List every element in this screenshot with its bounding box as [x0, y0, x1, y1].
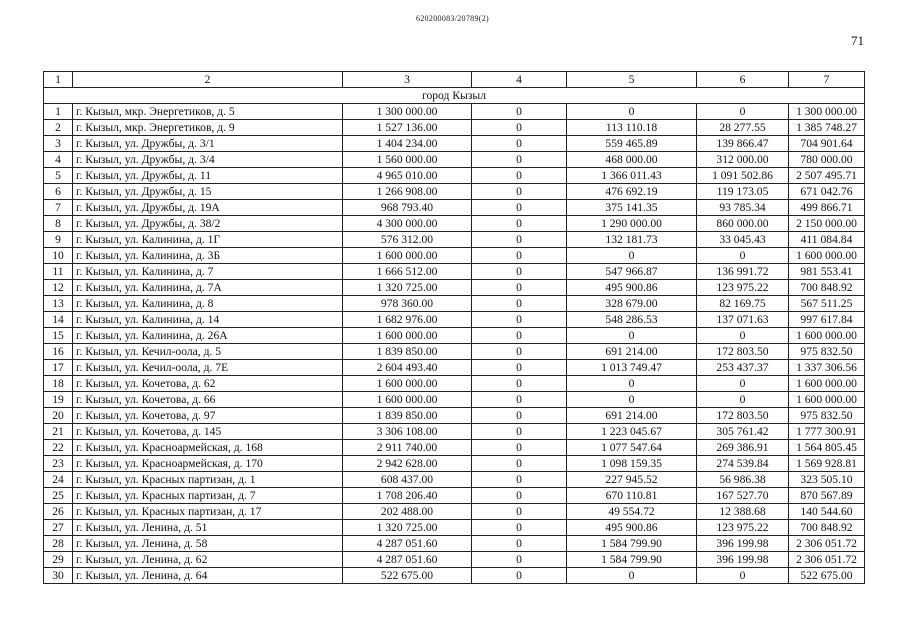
cell-amount-col5: 559 465.89: [567, 136, 697, 152]
cell-amount-col7: 2 306 051.72: [789, 536, 865, 552]
header-col-1: 1: [44, 72, 73, 88]
header-row: [44, 72, 865, 88]
cell-amount-col7: 1 600 000.00: [789, 248, 865, 264]
cell-address: г. Кызыл, ул. Красноармейская, д. 168: [73, 440, 343, 456]
cell-row-number: 19: [44, 392, 73, 408]
cell-amount-col5: 0: [567, 248, 697, 264]
cell-amount-col6: 0: [697, 104, 789, 120]
cell-amount-col6: 172 803.50: [697, 344, 789, 360]
cell-amount-col4: 0: [472, 504, 567, 520]
cell-amount-col5: 0: [567, 328, 697, 344]
cell-amount-total: 968 793.40: [343, 200, 472, 216]
cell-amount-total: 3 306 108.00: [343, 424, 472, 440]
table-row: [44, 104, 865, 120]
cell-amount-col5: 495 900.86: [567, 520, 697, 536]
cell-address: г. Кызыл, ул. Красноармейская, д. 170: [73, 456, 343, 472]
cell-address: г. Кызыл, ул. Кочетова, д. 145: [73, 424, 343, 440]
table-row: [44, 408, 865, 424]
cell-amount-col5: 670 110.81: [567, 488, 697, 504]
cell-amount-col5: 691 214.00: [567, 344, 697, 360]
cell-amount-total: 2 604 493.40: [343, 360, 472, 376]
table-row: [44, 456, 865, 472]
table-row: [44, 248, 865, 264]
cell-address: г. Кызыл, ул. Дружбы, д. 3/1: [73, 136, 343, 152]
cell-amount-col7: 1 600 000.00: [789, 376, 865, 392]
cell-row-number: 16: [44, 344, 73, 360]
cell-amount-total: 1 708 206.40: [343, 488, 472, 504]
cell-amount-col4: 0: [472, 456, 567, 472]
cell-amount-total: 1 839 850.00: [343, 344, 472, 360]
cell-amount-col6: 253 437.37: [697, 360, 789, 376]
cell-amount-total: 522 675.00: [343, 568, 472, 584]
table-row: [44, 376, 865, 392]
table-row: [44, 344, 865, 360]
cell-row-number: 2: [44, 120, 73, 136]
cell-amount-col4: 0: [472, 360, 567, 376]
header-col-5: 5: [567, 72, 697, 88]
cell-amount-total: 1 600 000.00: [343, 392, 472, 408]
cell-amount-col5: 1 077 547.64: [567, 440, 697, 456]
cell-amount-col6: 82 169.75: [697, 296, 789, 312]
cell-amount-total: 1 560 000.00: [343, 152, 472, 168]
cell-address: г. Кызыл, ул. Ленина, д. 58: [73, 536, 343, 552]
cell-amount-total: 4 287 051.60: [343, 536, 472, 552]
cell-amount-col7: 2 150 000.00: [789, 216, 865, 232]
cell-row-number: 21: [44, 424, 73, 440]
cell-row-number: 6: [44, 184, 73, 200]
table-body: [44, 88, 865, 584]
cell-amount-col5: 1 584 799.90: [567, 536, 697, 552]
cell-amount-col7: 567 511.25: [789, 296, 865, 312]
cell-row-number: 15: [44, 328, 73, 344]
cell-address: г. Кызыл, ул. Калинина, д. 26А: [73, 328, 343, 344]
cell-amount-col5: 0: [567, 104, 697, 120]
cell-address: г. Кызыл, ул. Дружбы, д. 11: [73, 168, 343, 184]
cell-amount-total: 1 266 908.00: [343, 184, 472, 200]
cell-amount-col7: 975 832.50: [789, 408, 865, 424]
cell-amount-col7: 870 567.89: [789, 488, 865, 504]
cell-amount-col5: 1 584 799.90: [567, 552, 697, 568]
cell-address: г. Кызыл, ул. Дружбы, д. 38/2: [73, 216, 343, 232]
cell-row-number: 14: [44, 312, 73, 328]
cell-amount-col5: 495 900.86: [567, 280, 697, 296]
cell-amount-col4: 0: [472, 408, 567, 424]
cell-address: г. Кызыл, ул. Дружбы, д. 3/4: [73, 152, 343, 168]
cell-amount-col6: 0: [697, 392, 789, 408]
cell-amount-col4: 0: [472, 184, 567, 200]
cell-amount-col5: 113 110.18: [567, 120, 697, 136]
document-id: 620200083/20789(2): [416, 14, 489, 23]
cell-row-number: 22: [44, 440, 73, 456]
table-row: [44, 136, 865, 152]
cell-row-number: 11: [44, 264, 73, 280]
cell-amount-col7: 411 084.84: [789, 232, 865, 248]
cell-amount-col7: 704 901.64: [789, 136, 865, 152]
header-col-3: 3: [343, 72, 472, 88]
cell-amount-col6: 123 975.22: [697, 280, 789, 296]
cell-address: г. Кызыл, мкр. Энергетиков, д. 5: [73, 104, 343, 120]
cell-amount-col5: 328 679.00: [567, 296, 697, 312]
cell-amount-col4: 0: [472, 472, 567, 488]
cell-address: г. Кызыл, ул. Калинина, д. 1Г: [73, 232, 343, 248]
cell-amount-col6: 1 091 502.86: [697, 168, 789, 184]
section-row: [44, 88, 865, 104]
table-row: [44, 312, 865, 328]
section-title: город Кызыл: [44, 88, 865, 104]
cell-amount-col4: 0: [472, 344, 567, 360]
cell-amount-col6: 396 199.98: [697, 536, 789, 552]
cell-amount-col5: 547 966.87: [567, 264, 697, 280]
cell-amount-total: 1 527 136.00: [343, 120, 472, 136]
cell-amount-col4: 0: [472, 440, 567, 456]
cell-row-number: 24: [44, 472, 73, 488]
cell-row-number: 5: [44, 168, 73, 184]
cell-amount-col5: 49 554.72: [567, 504, 697, 520]
cell-amount-col7: 499 866.71: [789, 200, 865, 216]
cell-amount-total: 1 600 000.00: [343, 328, 472, 344]
cell-address: г. Кызыл, ул. Калинина, д. 7: [73, 264, 343, 280]
table-row: [44, 504, 865, 520]
cell-row-number: 13: [44, 296, 73, 312]
cell-amount-col5: 1 223 045.67: [567, 424, 697, 440]
cell-amount-col7: 997 617.84: [789, 312, 865, 328]
cell-address: г. Кызыл, ул. Калинина, д. 14: [73, 312, 343, 328]
cell-address: г. Кызыл, ул. Кочетова, д. 66: [73, 392, 343, 408]
cell-amount-col6: 0: [697, 248, 789, 264]
table-row: [44, 168, 865, 184]
cell-amount-col7: 1 300 000.00: [789, 104, 865, 120]
cell-amount-col6: 119 173.05: [697, 184, 789, 200]
cell-amount-col7: 671 042.76: [789, 184, 865, 200]
cell-amount-total: 2 911 740.00: [343, 440, 472, 456]
table-row: [44, 392, 865, 408]
cell-amount-col4: 0: [472, 200, 567, 216]
table-row: [44, 520, 865, 536]
cell-row-number: 30: [44, 568, 73, 584]
cell-amount-col5: 548 286.53: [567, 312, 697, 328]
cell-amount-col4: 0: [472, 296, 567, 312]
cell-amount-col6: 0: [697, 328, 789, 344]
cell-amount-col7: 323 505.10: [789, 472, 865, 488]
cell-amount-total: 4 965 010.00: [343, 168, 472, 184]
cell-amount-total: 1 320 725.00: [343, 520, 472, 536]
cell-amount-col4: 0: [472, 136, 567, 152]
table-row: [44, 488, 865, 504]
cell-amount-col6: 312 000.00: [697, 152, 789, 168]
cell-amount-total: 1 320 725.00: [343, 280, 472, 296]
cell-amount-col5: 0: [567, 568, 697, 584]
cell-amount-col7: 1 337 306.56: [789, 360, 865, 376]
cell-amount-col7: 1 777 300.91: [789, 424, 865, 440]
table-row: [44, 328, 865, 344]
cell-amount-col6: 28 277.55: [697, 120, 789, 136]
cell-amount-col7: 2 306 051.72: [789, 552, 865, 568]
cell-amount-col4: 0: [472, 152, 567, 168]
cell-row-number: 28: [44, 536, 73, 552]
cell-row-number: 3: [44, 136, 73, 152]
cell-row-number: 29: [44, 552, 73, 568]
cell-amount-col4: 0: [472, 280, 567, 296]
cell-amount-col4: 0: [472, 248, 567, 264]
cell-amount-col4: 0: [472, 232, 567, 248]
cell-amount-total: 1 600 000.00: [343, 248, 472, 264]
cell-address: г. Кызыл, ул. Дружбы, д. 15: [73, 184, 343, 200]
table-row: [44, 472, 865, 488]
cell-amount-col6: 305 761.42: [697, 424, 789, 440]
cell-amount-col7: 140 544.60: [789, 504, 865, 520]
cell-amount-col6: 167 527.70: [697, 488, 789, 504]
cell-row-number: 23: [44, 456, 73, 472]
cell-row-number: 8: [44, 216, 73, 232]
cell-row-number: 17: [44, 360, 73, 376]
cell-amount-col6: 123 975.22: [697, 520, 789, 536]
table-row: [44, 360, 865, 376]
table-row: [44, 440, 865, 456]
header-col-7: 7: [789, 72, 865, 88]
cell-amount-col4: 0: [472, 392, 567, 408]
cell-row-number: 10: [44, 248, 73, 264]
cell-amount-col6: 172 803.50: [697, 408, 789, 424]
cell-amount-col6: 56 986.38: [697, 472, 789, 488]
cell-address: г. Кызыл, ул. Кечил-оола, д. 7Е: [73, 360, 343, 376]
cell-amount-col7: 981 553.41: [789, 264, 865, 280]
table-row: [44, 296, 865, 312]
cell-amount-col7: 780 000.00: [789, 152, 865, 168]
cell-amount-col5: 0: [567, 376, 697, 392]
cell-amount-col4: 0: [472, 552, 567, 568]
cell-address: г. Кызыл, ул. Кочетова, д. 97: [73, 408, 343, 424]
cell-row-number: 12: [44, 280, 73, 296]
cell-amount-col6: 0: [697, 376, 789, 392]
cell-row-number: 18: [44, 376, 73, 392]
cell-amount-col7: 1 600 000.00: [789, 392, 865, 408]
cell-amount-col6: 137 071.63: [697, 312, 789, 328]
cell-amount-col6: 33 045.43: [697, 232, 789, 248]
cell-address: г. Кызыл, ул. Калинина, д. 7А: [73, 280, 343, 296]
header-col-2: 2: [73, 72, 343, 88]
cell-row-number: 1: [44, 104, 73, 120]
table-row: [44, 152, 865, 168]
cell-row-number: 25: [44, 488, 73, 504]
cell-amount-col7: 1 569 928.81: [789, 456, 865, 472]
cell-row-number: 20: [44, 408, 73, 424]
cell-amount-col5: 1 290 000.00: [567, 216, 697, 232]
cell-amount-col5: 1 366 011.43: [567, 168, 697, 184]
cell-amount-col7: 1 385 748.27: [789, 120, 865, 136]
cell-amount-total: 2 942 628.00: [343, 456, 472, 472]
cell-amount-col7: 1 564 805.45: [789, 440, 865, 456]
cell-amount-total: 1 839 850.00: [343, 408, 472, 424]
cell-amount-col6: 396 199.98: [697, 552, 789, 568]
cell-address: г. Кызыл, ул. Красных партизан, д. 17: [73, 504, 343, 520]
cell-amount-col7: 522 675.00: [789, 568, 865, 584]
cell-row-number: 26: [44, 504, 73, 520]
cell-amount-col4: 0: [472, 568, 567, 584]
cell-address: г. Кызыл, ул. Ленина, д. 62: [73, 552, 343, 568]
cell-amount-col5: 468 000.00: [567, 152, 697, 168]
cell-amount-total: 4 287 051.60: [343, 552, 472, 568]
table-row: [44, 200, 865, 216]
cell-amount-total: 4 300 000.00: [343, 216, 472, 232]
cell-amount-col5: 1 098 159.35: [567, 456, 697, 472]
cell-address: г. Кызыл, ул. Ленина, д. 51: [73, 520, 343, 536]
cell-amount-total: 608 437.00: [343, 472, 472, 488]
cell-amount-col6: 93 785.34: [697, 200, 789, 216]
cell-amount-total: 202 488.00: [343, 504, 472, 520]
cell-address: г. Кызыл, ул. Калинина, д. 8: [73, 296, 343, 312]
cell-address: г. Кызыл, ул. Калинина, д. 3Б: [73, 248, 343, 264]
header-col-4: 4: [472, 72, 567, 88]
table-row: [44, 264, 865, 280]
cell-amount-col4: 0: [472, 216, 567, 232]
cell-address: г. Кызыл, мкр. Энергетиков, д. 9: [73, 120, 343, 136]
cell-amount-col5: 1 013 749.47: [567, 360, 697, 376]
cell-amount-col5: 476 692.19: [567, 184, 697, 200]
cell-amount-total: 1 404 234.00: [343, 136, 472, 152]
cell-amount-col4: 0: [472, 120, 567, 136]
cell-row-number: 4: [44, 152, 73, 168]
cell-address: г. Кызыл, ул. Красных партизан, д. 1: [73, 472, 343, 488]
cell-amount-col4: 0: [472, 520, 567, 536]
cell-amount-col7: 2 507 495.71: [789, 168, 865, 184]
table-row: [44, 424, 865, 440]
cell-amount-col4: 0: [472, 424, 567, 440]
cell-amount-col4: 0: [472, 328, 567, 344]
cell-amount-col7: 700 848.92: [789, 520, 865, 536]
cell-amount-col6: 860 000.00: [697, 216, 789, 232]
table-row: [44, 280, 865, 296]
cell-amount-col4: 0: [472, 312, 567, 328]
cell-address: г. Кызыл, ул. Ленина, д. 64: [73, 568, 343, 584]
register-table: [43, 71, 865, 584]
cell-row-number: 9: [44, 232, 73, 248]
cell-address: г. Кызыл, ул. Красных партизан, д. 7: [73, 488, 343, 504]
table-row: [44, 552, 865, 568]
cell-amount-col5: 132 181.73: [567, 232, 697, 248]
cell-address: г. Кызыл, ул. Кочетова, д. 62: [73, 376, 343, 392]
cell-amount-col4: 0: [472, 536, 567, 552]
cell-address: г. Кызыл, ул. Дружбы, д. 19А: [73, 200, 343, 216]
table-row: [44, 120, 865, 136]
cell-amount-total: 978 360.00: [343, 296, 472, 312]
cell-amount-col4: 0: [472, 488, 567, 504]
cell-amount-col6: 269 386.91: [697, 440, 789, 456]
header-col-6: 6: [697, 72, 789, 88]
table-row: [44, 232, 865, 248]
cell-row-number: 27: [44, 520, 73, 536]
cell-amount-col7: 975 832.50: [789, 344, 865, 360]
cell-amount-col5: 227 945.52: [567, 472, 697, 488]
cell-amount-col6: 0: [697, 568, 789, 584]
table-row: [44, 216, 865, 232]
cell-amount-col5: 691 214.00: [567, 408, 697, 424]
cell-amount-col7: 1 600 000.00: [789, 328, 865, 344]
cell-amount-col4: 0: [472, 104, 567, 120]
table-row: [44, 568, 865, 584]
table-row: [44, 536, 865, 552]
cell-amount-col6: 274 539.84: [697, 456, 789, 472]
cell-amount-total: 1 600 000.00: [343, 376, 472, 392]
cell-amount-col4: 0: [472, 264, 567, 280]
cell-amount-col4: 0: [472, 376, 567, 392]
cell-row-number: 7: [44, 200, 73, 216]
cell-amount-col6: 139 866.47: [697, 136, 789, 152]
cell-amount-col4: 0: [472, 168, 567, 184]
cell-amount-col6: 12 388.68: [697, 504, 789, 520]
cell-amount-total: 1 682 976.00: [343, 312, 472, 328]
cell-amount-col7: 700 848.92: [789, 280, 865, 296]
cell-amount-col5: 375 141.35: [567, 200, 697, 216]
cell-amount-col5: 0: [567, 392, 697, 408]
cell-amount-total: 576 312.00: [343, 232, 472, 248]
cell-address: г. Кызыл, ул. Кечил-оола, д. 5: [73, 344, 343, 360]
cell-amount-col6: 136 991.72: [697, 264, 789, 280]
page-number: 71: [851, 33, 864, 48]
cell-amount-total: 1 666 512.00: [343, 264, 472, 280]
cell-amount-total: 1 300 000.00: [343, 104, 472, 120]
table-row: [44, 184, 865, 200]
